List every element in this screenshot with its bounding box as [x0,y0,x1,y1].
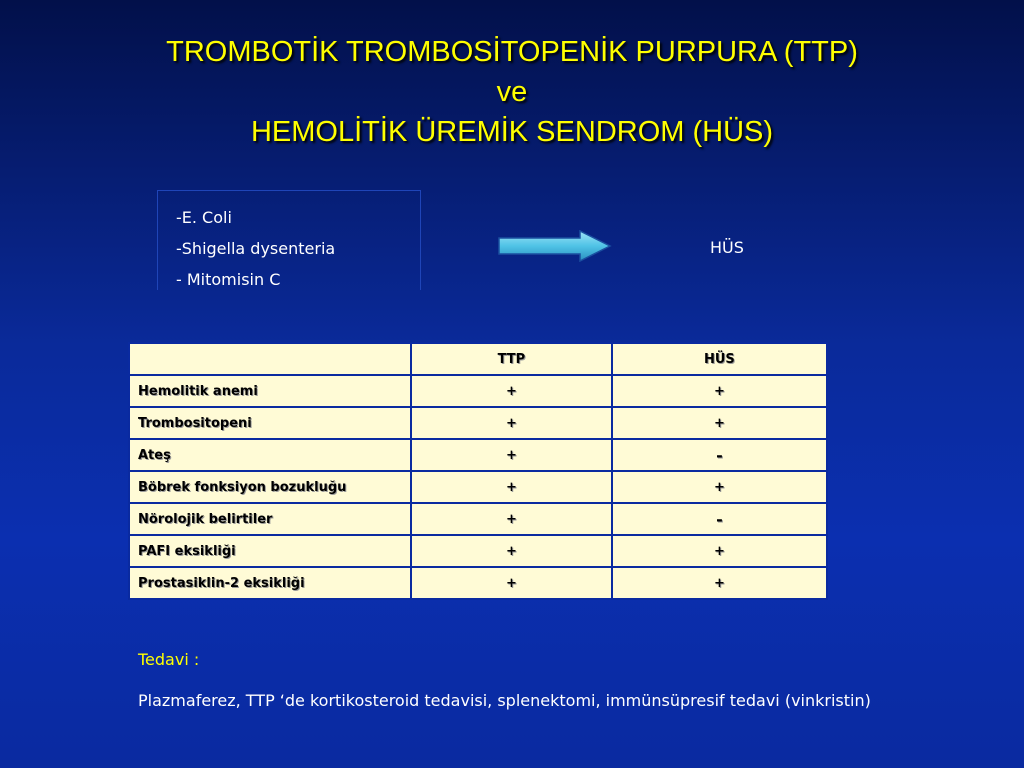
hus-value: + [612,375,827,407]
table-row [129,439,827,471]
title-line-1: TROMBOTİK TROMBOSİTOPENİK PURPURA (TTP) [166,36,858,68]
hus-value: + [612,407,827,439]
comparison-table [128,342,828,600]
ttp-value: + [411,407,612,439]
table-header-cell: HÜS [612,343,827,375]
table-row [129,503,827,535]
table-header-cell: TTP [411,343,612,375]
row-label: Nörolojik belirtiler [129,503,411,535]
table-row [129,535,827,567]
cause-item: - Mitomisin C [176,270,281,289]
table-header-row [129,343,827,375]
result-label: HÜS [710,238,744,257]
row-label: PAFI eksikliği [129,535,411,567]
ttp-value: + [411,535,612,567]
table-row [129,375,827,407]
row-label: Ateş [129,439,411,471]
hus-value: + [612,471,827,503]
title-line-3: HEMOLİTİK ÜREMİK SENDROM (HÜS) [250,116,774,148]
therapy-text: Plazmaferez, TTP ‘de kortikosteroid tedavisi, splenektomi, immünsüpresif tedavi (vinkristin) [138,691,871,710]
table-row [129,471,827,503]
row-label: Trombositopeni [129,407,411,439]
ttp-value: + [411,567,612,599]
hus-value: + [612,567,827,599]
title-line-2: ve [496,76,528,108]
row-label: Hemolitik anemi [129,375,411,407]
table-header-cell [129,343,411,375]
slide-title [0,32,1024,152]
table-row [129,567,827,599]
cause-item: -Shigella dysenteria [176,239,336,258]
hus-value: - [612,503,827,535]
hus-value: - [612,439,827,471]
hus-value: + [612,535,827,567]
cause-item: -E. Coli [176,208,232,227]
table-row [129,407,827,439]
ttp-value: + [411,471,612,503]
row-label: Böbrek fonksiyon bozukluğu [129,471,411,503]
ttp-value: + [411,503,612,535]
row-label: Prostasiklin-2 eksikliği [129,567,411,599]
ttp-value: + [411,375,612,407]
causes-list [176,202,335,295]
therapy-label: Tedavi : [138,650,200,669]
ttp-value: + [411,439,612,471]
right-arrow-icon [498,230,612,262]
